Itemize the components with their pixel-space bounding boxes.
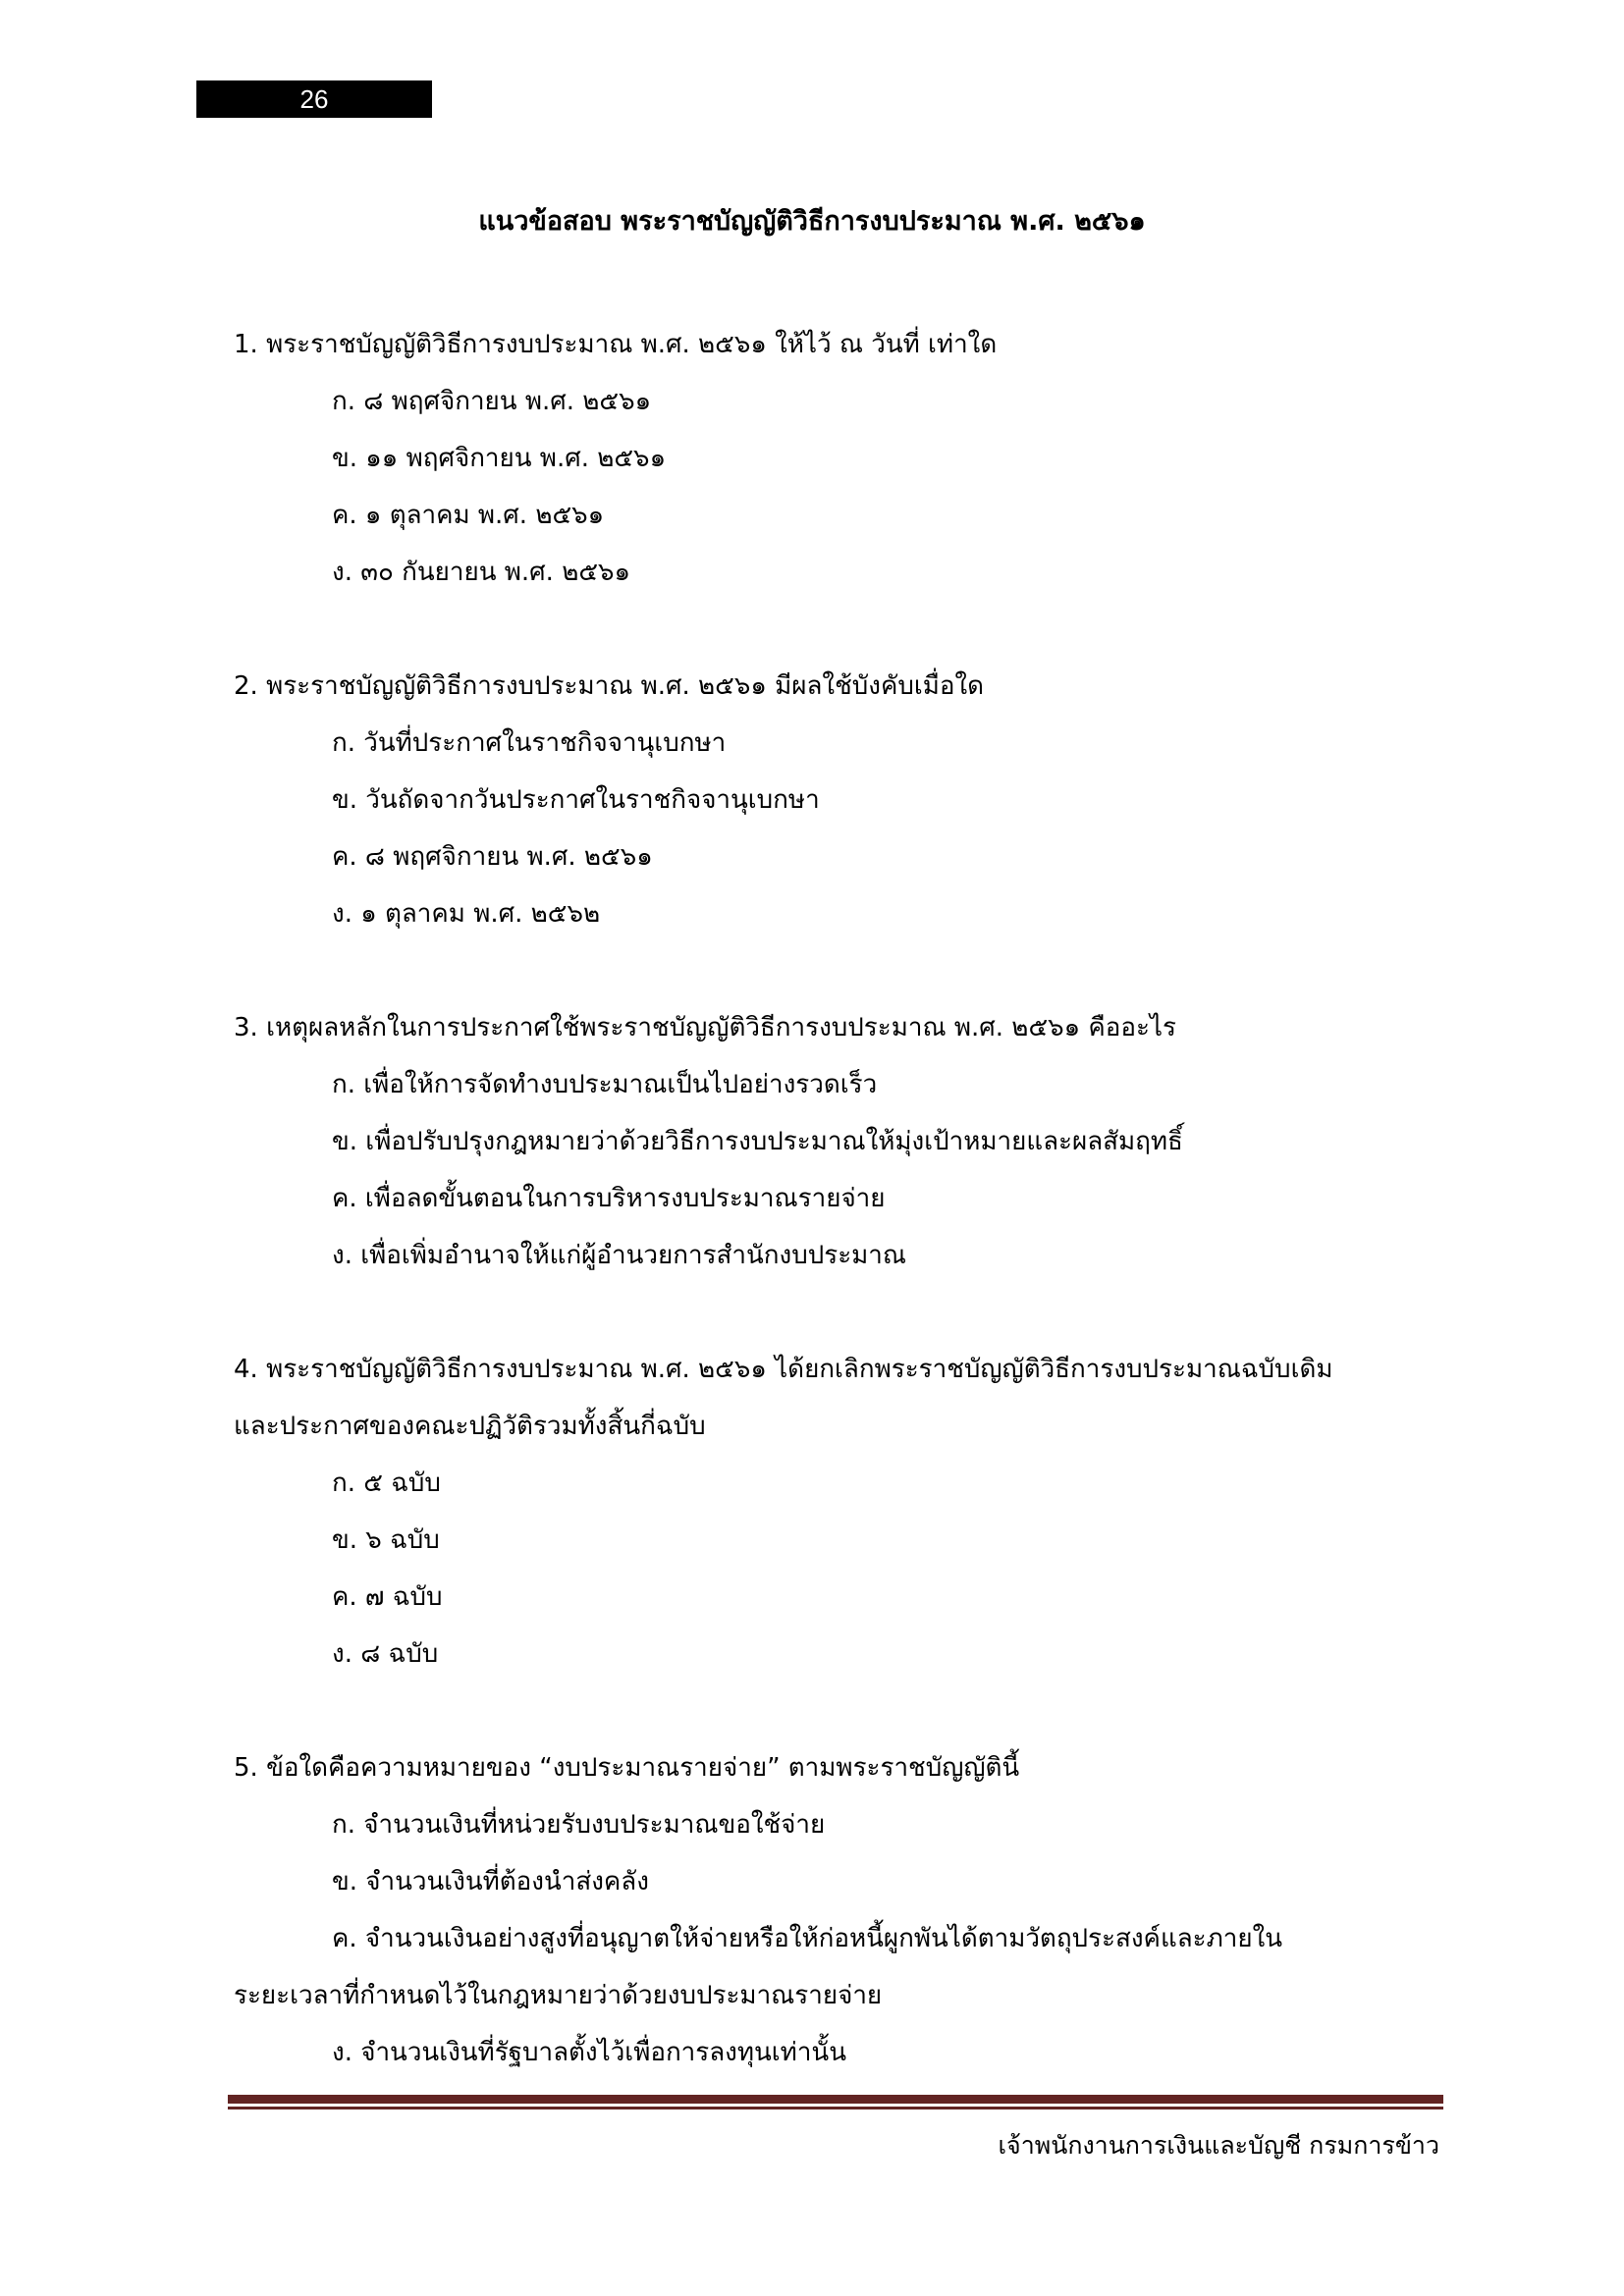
spacer bbox=[234, 1682, 1441, 1739]
question-stem: 1. พระราชบัญญัติวิธีการงบประมาณ พ.ศ. ๒๕๖๑ ให้ไว้ ณ วันที่ เท่าใด bbox=[234, 330, 998, 359]
question-2 bbox=[234, 658, 1441, 942]
footer-divider-thick bbox=[228, 2095, 1443, 2104]
footer-organization: เจ้าพนักงานการเงินและบัญชี กรมการข้าว bbox=[998, 2131, 1439, 2160]
page-number: 26 bbox=[299, 84, 329, 114]
option-d: ง. ๘ ฉบับ bbox=[332, 1639, 439, 1669]
question-4 bbox=[234, 1341, 1441, 1682]
option-c: ค. ๑ ตุลาคม พ.ศ. ๒๕๖๑ bbox=[332, 501, 605, 530]
option-a: ก. ๕ ฉบับ bbox=[332, 1468, 441, 1498]
question-stem: 3. เหตุผลหลักในการประกาศใช้พระราชบัญญัติวิธีการงบประมาณ พ.ศ. ๒๕๖๑ คืออะไร bbox=[234, 1013, 1177, 1042]
option-d: ง. จำนวนเงินที่รัฐบาลตั้งไว้เพื่อการลงทุนเท่านั้น bbox=[332, 2038, 846, 2067]
option-c: ค. ๗ ฉบับ bbox=[332, 1582, 443, 1612]
document-title: แนวข้อสอบ พระราชบัญญัติวิธีการงบประมาณ พ.ศ. ๒๕๖๑ bbox=[478, 206, 1146, 237]
spacer bbox=[234, 601, 1441, 658]
option-a: ก. วันที่ประกาศในราชกิจจานุเบกษา bbox=[332, 728, 727, 758]
option-a: ก. จำนวนเงินที่หน่วยรับงบประมาณขอใช้จ่าย bbox=[332, 1810, 826, 1840]
spacer bbox=[234, 942, 1441, 999]
question-5 bbox=[234, 1739, 1441, 2081]
option-b: ข. ๑๑ พฤศจิกายน พ.ศ. ๒๕๖๑ bbox=[332, 444, 667, 473]
option-d: ง. ๑ ตุลาคม พ.ศ. ๒๕๖๒ bbox=[332, 899, 601, 929]
question-stem: 5. ข้อใดคือความหมายของ “งบประมาณรายจ่าย” ตามพระราชบัญญัตินี้ bbox=[234, 1753, 1020, 1783]
option-b: ข. วันถัดจากวันประกาศในราชกิจจานุเบกษา bbox=[332, 785, 820, 815]
option-c-continuation: ระยะเวลาที่กำหนดไว้ในกฎหมายว่าด้วยงบประมาณรายจ่าย bbox=[234, 1981, 883, 2010]
option-d: ง. ๓๐ กันยายน พ.ศ. ๒๕๖๑ bbox=[332, 558, 631, 587]
option-c: ค. เพื่อลดขั้นตอนในการบริหารงบประมาณรายจ่าย bbox=[332, 1184, 886, 1213]
footer-divider-thin bbox=[228, 2107, 1443, 2109]
question-list bbox=[234, 316, 1441, 2081]
option-c: ค. จำนวนเงินอย่างสูงที่อนุญาตให้จ่ายหรือให้ก่อหนี้ผูกพันได้ตามวัตถุประสงค์และภายใน bbox=[332, 1924, 1283, 1953]
option-b: ข. จำนวนเงินที่ต้องนำส่งคลัง bbox=[332, 1867, 649, 1896]
option-a: ก. เพื่อให้การจัดทำงบประมาณเป็นไปอย่างรวดเร็ว bbox=[332, 1070, 878, 1099]
question-stem: 4. พระราชบัญญัติวิธีการงบประมาณ พ.ศ. ๒๕๖๑ ได้ยกเลิกพระราชบัญญัติวิธีการงบประมาณฉบับเดิม bbox=[234, 1355, 1333, 1384]
option-a: ก. ๘ พฤศจิกายน พ.ศ. ๒๕๖๑ bbox=[332, 387, 652, 416]
spacer bbox=[234, 1284, 1441, 1341]
question-stem: 2. พระราชบัญญัติวิธีการงบประมาณ พ.ศ. ๒๕๖๑ มีผลใช้บังคับเมื่อใด bbox=[234, 671, 985, 701]
question-stem-continuation: และประกาศของคณะปฏิวัติรวมทั้งสิ้นกี่ฉบับ bbox=[234, 1412, 706, 1441]
question-1 bbox=[234, 316, 1441, 601]
option-d: ง. เพื่อเพิ่มอำนาจให้แก่ผู้อำนวยการสำนักงบประมาณ bbox=[332, 1241, 907, 1270]
page-number-badge bbox=[196, 80, 432, 118]
option-b: ข. ๖ ฉบับ bbox=[332, 1525, 440, 1555]
option-b: ข. เพื่อปรับปรุงกฎหมายว่าด้วยวิธีการงบประมาณให้มุ่งเป้าหมายและผลสัมฤทธิ์ bbox=[332, 1127, 1183, 1156]
question-3 bbox=[234, 999, 1441, 1284]
option-c: ค. ๘ พฤศจิกายน พ.ศ. ๒๕๖๑ bbox=[332, 842, 653, 872]
